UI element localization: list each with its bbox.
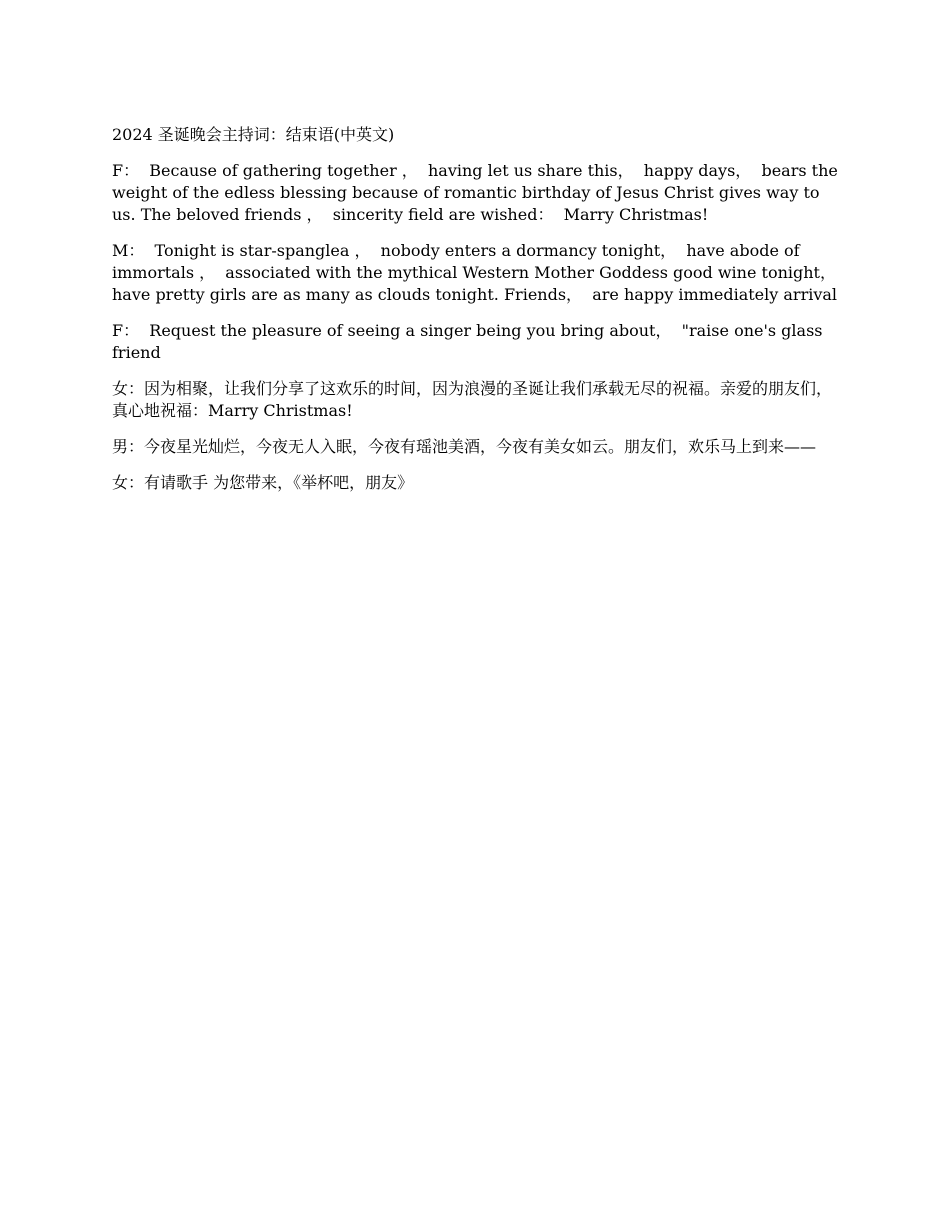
paragraph-english-male-1: M： Tonight is star-spanglea ， nobody enters a dormancy tonight， have abode of immortals ， associated with the mythical Western Mother Goddess good wine tonight，have pretty girls are as many as clouds tonight. Friends， are happy immediately arrival	[112, 241, 838, 304]
paragraph-chinese-female-1: 女：因为相聚，让我们分享了这欢乐的时间，因为浪漫的圣诞让我们承载无尽的祝福。亲爱的朋友们，真心地祝福：Marry Christmas!	[112, 379, 833, 420]
document-title: 2024 圣诞晚会主持词：结束语(中英文)	[112, 125, 395, 144]
paragraph-chinese-male-1: 男：今夜星光灿烂，今夜无人入眠，今夜有瑶池美酒，今夜有美女如云。朋友们，欢乐马上到来——	[112, 437, 817, 456]
paragraph-chinese-female-2: 女：有请歌手 为您带来，《举杯吧，朋友》	[112, 473, 414, 492]
document-page	[112, 124, 842, 508]
paragraph-english-female-1: F： Because of gathering together ， having let us share this， happy days， bears the weight of the edless blessing because of romantic birthday of Jesus Christ gives way to us. The beloved friends ， sincerity field are wished： Marry Christmas!	[112, 161, 843, 224]
paragraph-english-female-2: F： Request the pleasure of seeing a singer being you bring about， "raise one's glass friend	[112, 321, 828, 362]
